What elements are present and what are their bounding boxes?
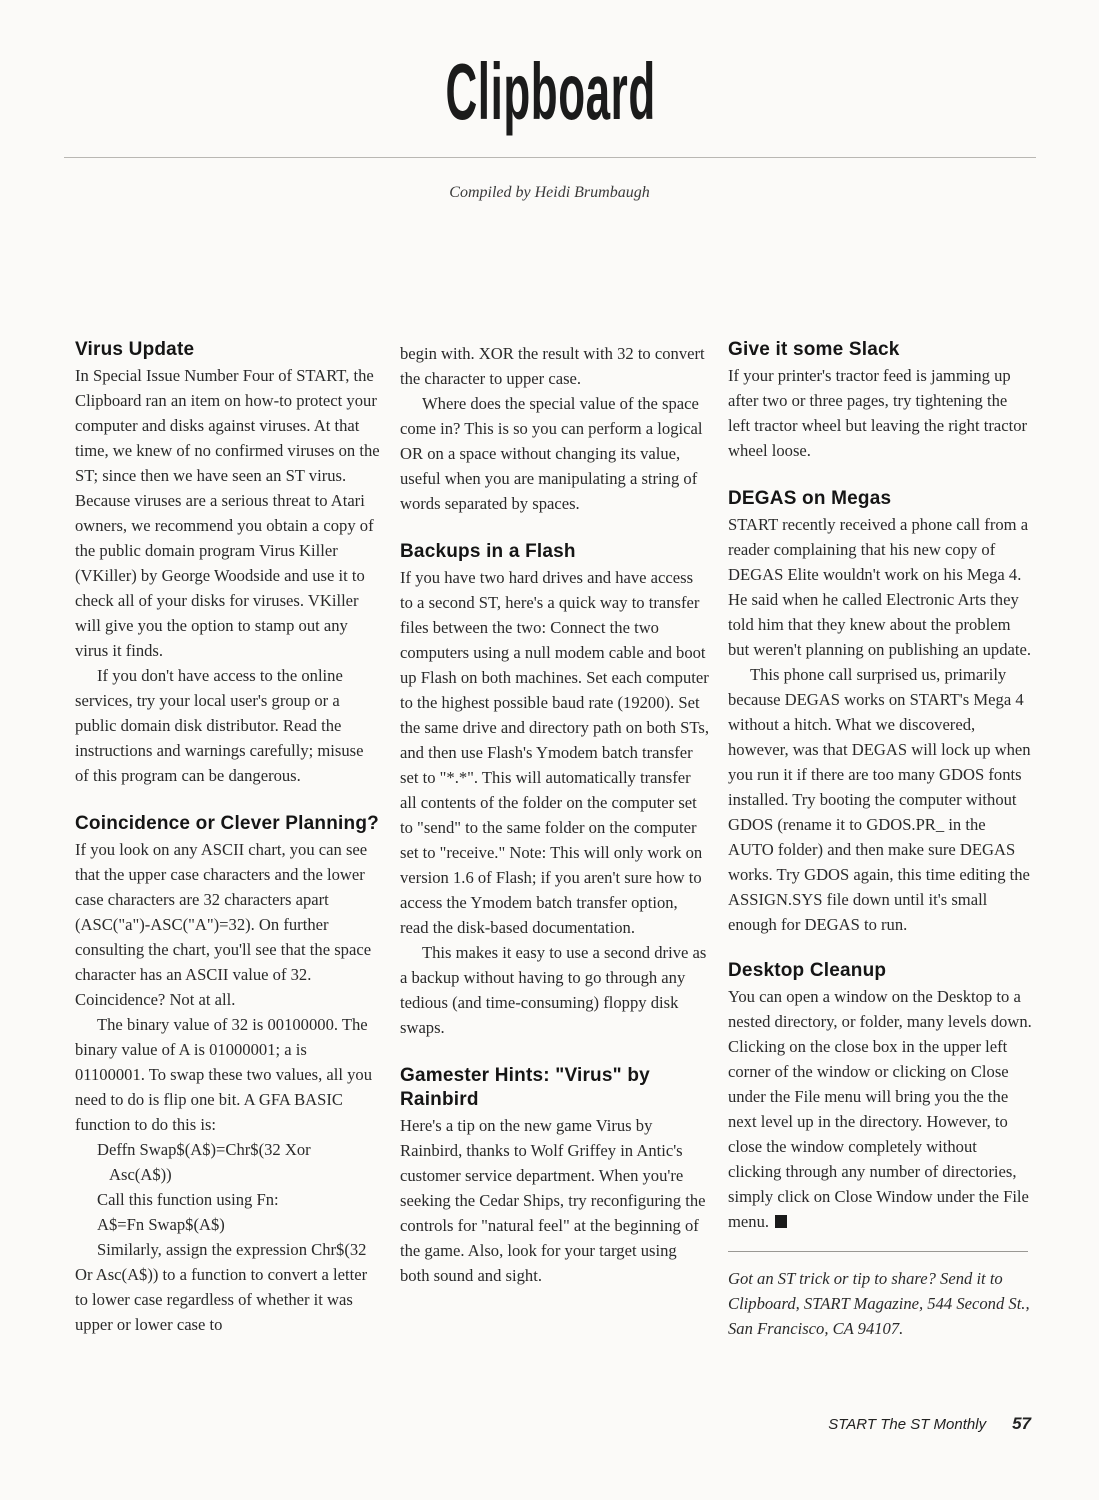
code-line-4: A$=Fn Swap$(A$) — [97, 1215, 225, 1234]
degas-paragraph-1: START recently received a phone call from a reader complaining that his new copy of DEGAS Elite wouldn't work on his Mega 4. He said when he called Electronic Arts they told him that they knew about the problem but weren't planning on publishing an update. — [728, 515, 1032, 659]
byline: Compiled by Heidi Brumbaugh — [449, 184, 650, 201]
column-left — [75, 338, 380, 1337]
title-divider — [64, 157, 1036, 158]
page-title: Clipboard — [445, 47, 656, 136]
coincidence-paragraph-2: The binary value of 32 is 00100000. The binary value of A is 01000001; a is 01100001. To swap these two values, all you need to do is flip one bit. A GFA BASIC function to do this is: — [75, 1015, 373, 1134]
column-right — [728, 338, 1033, 1341]
page-number: 57 — [1012, 1414, 1031, 1433]
backups-paragraph-1: If you have two hard drives and have access to a second ST, here's a quick way to transfer files between the two: Connect the two computers using a null modem cable and boot up Flash on both machines. Set each computer to the highest possible baud rate (19200). Set the same drive and directory path on both STs, and then use Flash's Ymodem batch transfer set to "*.*". This will automatically transfer all contents of the folder on the computer set to "send" to the same folder on the computer set to "receive." Note: This will only work on version 1.6 of Flash; if you aren't sure how to access the Ymodem batch transfer option, read the disk-based documentation. — [400, 568, 709, 937]
gamester-paragraph: Here's a tip on the new game Virus by Rainbird, thanks to Wolf Griffey in Antic's customer service department. When you're seeking the Cedar Ships, try reconfiguring the controls for "natural feel" at the beginning of the game. Also, look for your target using both sound and sight. — [400, 1116, 706, 1285]
coincidence-paragraph-5: Where does the special value of the space come in? This is so you can perform a logical OR on a space without changing its value, useful when you are manipulating a string of words separated by spaces. — [400, 394, 703, 513]
virus-paragraph-1: In Special Issue Number Four of START, the Clipboard ran an item on how-to protect your computer and disks against viruses. At that time, we knew of no confirmed viruses on the ST; since then we have seen an ST virus. Because viruses are a serious threat to Atari owners, we recommend you obtain a copy of the public domain program Virus Killer (VKiller) by George Woodside and use it to check all of your disks for viruses. VKiller will give you the option to stamp out any virus it finds. — [75, 366, 380, 660]
coincidence-paragraph-4: begin with. XOR the result with 32 to convert the character to upper case. — [400, 344, 705, 388]
heading-backups: Backups in a Flash — [400, 541, 576, 562]
heading-desktop: Desktop Cleanup — [728, 960, 887, 981]
heading-slack: Give it some Slack — [728, 339, 900, 360]
heading-coincidence: Coincidence or Clever Planning? — [75, 813, 379, 834]
end-mark-icon — [775, 1215, 787, 1228]
submission-note: Got an ST trick or tip to share? Send it to Clipboard, START Magazine, 544 Second St., San Francisco, CA 94107. — [728, 1269, 1030, 1338]
coincidence-paragraph-1: If you look on any ASCII chart, you can see that the upper case characters and the lower case characters are 32 characters apart (ASC("a")-ASC("A")=32). On further consulting the chart, you'll see that the space character has an ASCII value of 32. Coincidence? Not at all. — [75, 840, 372, 1009]
heading-virus-update: Virus Update — [75, 339, 195, 360]
page-footer — [828, 1414, 1031, 1434]
note-divider — [728, 1251, 1028, 1252]
slack-paragraph: If your printer's tractor feed is jamming up after two or three pages, try tightening the left tractor wheel but leaving the right tractor wheel loose. — [728, 366, 1028, 460]
virus-paragraph-2: If you don't have access to the online services, try your local user's group or a public domain disk distributor. Read the instructions and warnings carefully; misuse of this program can be dangerous. — [75, 666, 364, 785]
degas-paragraph-2: This phone call surprised us, primarily because DEGAS works on START's Mega 4 without a hitch. What we discovered, however, was that DEGAS will lock up when you run it if there are too many GDOS fonts installed. Try booting the computer without GDOS (rename it to GDOS.PR_ in the AUTO folder) and then make sure DEGAS works. Try GDOS again, this time editing the ASSIGN.SYS file down until it's small enough for DEGAS to run. — [728, 665, 1031, 934]
desktop-paragraph — [728, 984, 1033, 1234]
code-line-2: Asc(A$)) — [109, 1165, 172, 1184]
code-line-1: Deffn Swap$(A$)=Chr$(32 Xor — [97, 1140, 311, 1159]
backups-paragraph-2: This makes it easy to use a second drive as a backup without having to go through any tedious (and time-consuming) floppy disk swaps. — [400, 943, 707, 1037]
code-line-3: Call this function using Fn: — [97, 1190, 279, 1209]
heading-gamester: Gamester Hints: "Virus" by Rainbird — [400, 1065, 650, 1110]
heading-degas: DEGAS on Megas — [728, 488, 892, 509]
column-middle — [400, 341, 710, 1288]
coincidence-paragraph-3: Similarly, assign the expression Chr$(32 Or Asc(A$)) to a function to convert a letter to lower case regardless of whether it was upper or lower case to — [75, 1240, 368, 1334]
desktop-paragraph-text: You can open a window on the Desktop to a nested directory, or folder, many levels down. Clicking on the close box in the upper left corner of the window or clicking on Close under the File menu will bring you the the next level up in the directory. However, to close the window completely without clicking through any number of directories, simply click on Close Window under the File menu. — [728, 987, 1032, 1231]
magazine-name: START The ST Monthly — [828, 1416, 987, 1433]
